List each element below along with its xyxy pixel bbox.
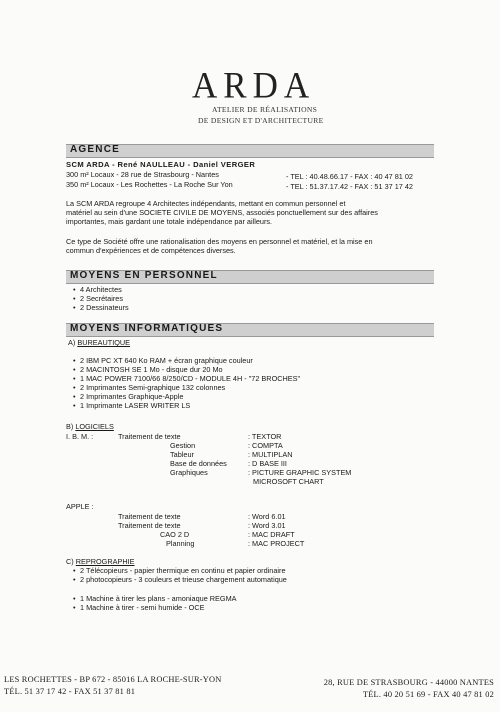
list-item: • 4 Architectes <box>80 285 122 294</box>
agence-members: SCM ARDA - René NAULLEAU - Daniel VERGER <box>66 160 256 169</box>
ibm-software-value: : COMPTA <box>248 441 283 450</box>
tagline-line-1: ATELIER DE RÉALISATIONS <box>212 105 318 114</box>
ibm-software-value: : PICTURE GRAPHIC SYSTEM <box>248 468 352 477</box>
informatique-title: MOYENS INFORMATIQUES <box>70 323 224 334</box>
ibm-software-name: Tableur <box>170 450 194 459</box>
ibm-software-value: MICROSOFT CHART <box>253 477 324 486</box>
agence-contact-2: - TEL : 51.37.17.42 - FAX : 51 37 17 42 <box>286 182 413 191</box>
ibm-software-value: : MULTIPLAN <box>248 450 293 459</box>
logo: ARDA <box>192 65 316 106</box>
footer-address-left: LES ROCHETTES - BP 672 - 85016 LA ROCHE-SUR-YON <box>4 675 222 684</box>
footer-address-right: 28, RUE DE STRASBOURG - 44000 NANTES <box>323 678 494 687</box>
list-item: • 1 MAC POWER 7100/66 8/250/CD - MODULE 4H - "72 BROCHES" <box>80 374 300 383</box>
list-item: • 2 Secrétaires <box>80 294 123 303</box>
list-item: • 2 photocopieurs - 3 couleurs et trieuse chargement automatique <box>80 575 287 584</box>
ibm-software-name: Traitement de texte <box>118 432 181 441</box>
list-item: • 2 Imprimantes Semi-graphique 132 colonnes <box>80 383 225 392</box>
list-item: • 2 MACINTOSH SE 1 Mo - disque dur 20 Mo <box>80 365 223 374</box>
personnel-title: MOYENS EN PERSONNEL <box>70 270 218 281</box>
ibm-software-value: : TEXTOR <box>248 432 282 441</box>
logiciels-heading: B) LOGICIELS <box>66 422 114 431</box>
tagline-line-2: DE DESIGN ET D'ARCHITECTURE <box>198 116 324 125</box>
agence-paragraph-1-line-2: matériel au sein d'une SOCIETE CIVILE DE MOYENS, associés ponctuellement sur des affaires <box>66 208 378 217</box>
list-item: • 2 IBM PC XT 640 Ko RAM + écran graphique couleur <box>80 356 253 365</box>
agence-title: AGENCE <box>70 144 120 155</box>
apple-software-name: Traitement de texte <box>118 521 181 530</box>
agence-paragraph-2-line-1: Ce type de Société offre une rationalisation des moyens en personnel et matériel, et la mise en <box>66 237 373 246</box>
ibm-software-name: Gestion <box>170 441 196 450</box>
agence-paragraph-1-line-3: importantes, mais gardant une totale indépendance par ailleurs. <box>66 217 273 226</box>
apple-software-name: CAO 2 D <box>160 530 190 539</box>
list-item: • 1 Imprimante LASER WRITER LS <box>80 401 190 410</box>
agence-address-2: 350 m² Locaux - Les Rochettes - La Roche Sur Yon <box>66 180 233 189</box>
apple-software-value: : MAC PROJECT <box>248 539 305 548</box>
apple-software-value: : Word 3.01 <box>248 521 286 530</box>
list-item: • 1 Machine à tirer - semi humide - OCE <box>80 603 205 612</box>
ibm-software-name: Graphiques <box>170 468 208 477</box>
bureautique-heading: A) BUREAUTIQUE <box>68 338 131 347</box>
ibm-software-value: : D BASE III <box>248 459 287 468</box>
apple-software-name: Traitement de texte <box>118 512 181 521</box>
footer-contact-left: TÉL. 51 37 17 42 - FAX 51 37 81 81 <box>4 687 136 696</box>
ibm-label: I. B. M. : <box>66 432 94 441</box>
apple-software-value: : MAC DRAFT <box>248 530 295 539</box>
apple-software-name: Planning <box>166 539 195 548</box>
list-item: • 2 Dessinateurs <box>80 303 129 312</box>
agence-address-1: 300 m² Locaux - 28 rue de Strasbourg - Nantes <box>66 170 219 179</box>
apple-software-value: : Word 6.01 <box>248 512 286 521</box>
list-item: • 2 Télécopieurs - papier thermique en continu et papier ordinaire <box>80 566 286 575</box>
ibm-software-name: Base de données <box>170 459 227 468</box>
apple-label: APPLE : <box>66 502 94 511</box>
reprographie-heading: C) REPROGRAPHIE <box>66 557 135 566</box>
list-item: • 1 Machine à tirer les plans - amoniaque REGMA <box>80 594 237 603</box>
list-item: • 2 Imprimantes Graphique-Apple <box>80 392 183 401</box>
footer-contact-right: TÉL. 40 20 51 69 - FAX 40 47 81 02 <box>362 690 494 699</box>
agence-paragraph-1-line-1: La SCM ARDA regroupe 4 Architectes indépendants, mettant en commun personnel et <box>66 199 346 208</box>
agence-contact-1: - TEL : 40.48.66.17 - FAX : 40 47 81 02 <box>286 172 413 181</box>
agence-paragraph-2-line-2: commun d'expériences et de compétences diverses. <box>66 246 236 255</box>
agence-section-bar <box>66 144 434 158</box>
